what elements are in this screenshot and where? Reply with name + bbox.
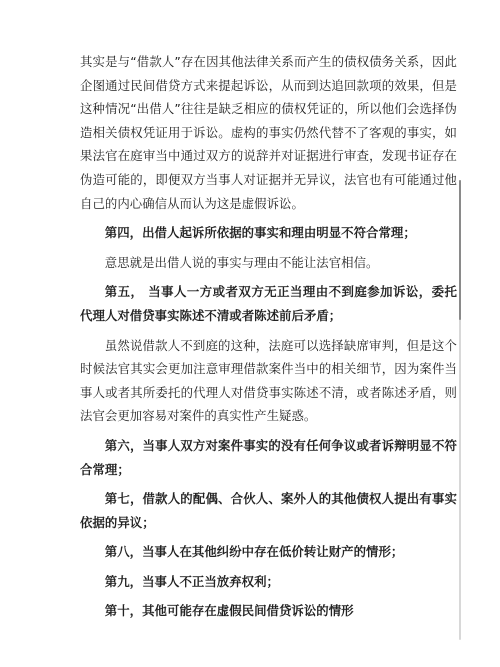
heading-point-nine: 第九，当事人不正当放弃权利； <box>104 573 279 589</box>
document-body <box>80 50 457 629</box>
heading-point-eight: 第八，当事人在其他纠纷中存在低价转让财产的情形； <box>104 544 404 560</box>
paragraph-point-five-explanation: 虽然说借款人不到庭的这种，法庭可以选择缺席审判，但是这个时候法官其实会更加注意审理借款案件当中的相关细节，因为案件当事人或者其所委托的代理人对借贷事实陈述不清，或者陈述矛盾，则法官会更加容易对案件的真实性产生疑惑。 <box>80 337 457 424</box>
heading-point-six: 第六，当事人双方对案件事实的没有任何争议或者诉辩明显不符合常理； <box>80 437 457 477</box>
scrollbar-track[interactable] <box>459 180 461 640</box>
scrollbar-thumb[interactable] <box>459 180 461 320</box>
heading-point-four: 第四，出借人起诉所依据的事实和理由明显不符合常理； <box>104 225 416 241</box>
heading-point-five: 第五， 当事人一方或者双方无正当理由不到庭参加诉讼，委托代理人对借贷事实陈述不清或者陈述前后矛盾； <box>80 284 457 323</box>
heading-point-seven: 第七，借款人的配偶、合伙人、案外人的其他债权人提出有事实依据的异议； <box>80 491 457 530</box>
paragraph-intro-continued: 其实是与“借款人”存在因其他法律关系而产生的债权债务关系，因此企图通过民间借贷方式来提起诉讼，从而到达追回款项的效果，但是这种情况“出借人”往往是缺乏相应的债权凭证的，所以他们会选择伪造相关债权凭证用于诉讼。虚构的事实仍然代替不了客观的事实，如果法官在庭审当中通过双方的说辞并对证据进行审查，发现书证存在伪造可能的，即便双方当事人对证据并无异议，法官也有可能通过他自己的内心确信从而认为这是虚假诉讼。 <box>80 54 457 211</box>
heading-point-ten: 第十，其他可能存在虚假民间借贷诉讼的情形 <box>104 603 354 619</box>
paragraph-point-four-explanation: 意思就是出借人说的事实与理由不能让法官相信。 <box>104 254 379 270</box>
